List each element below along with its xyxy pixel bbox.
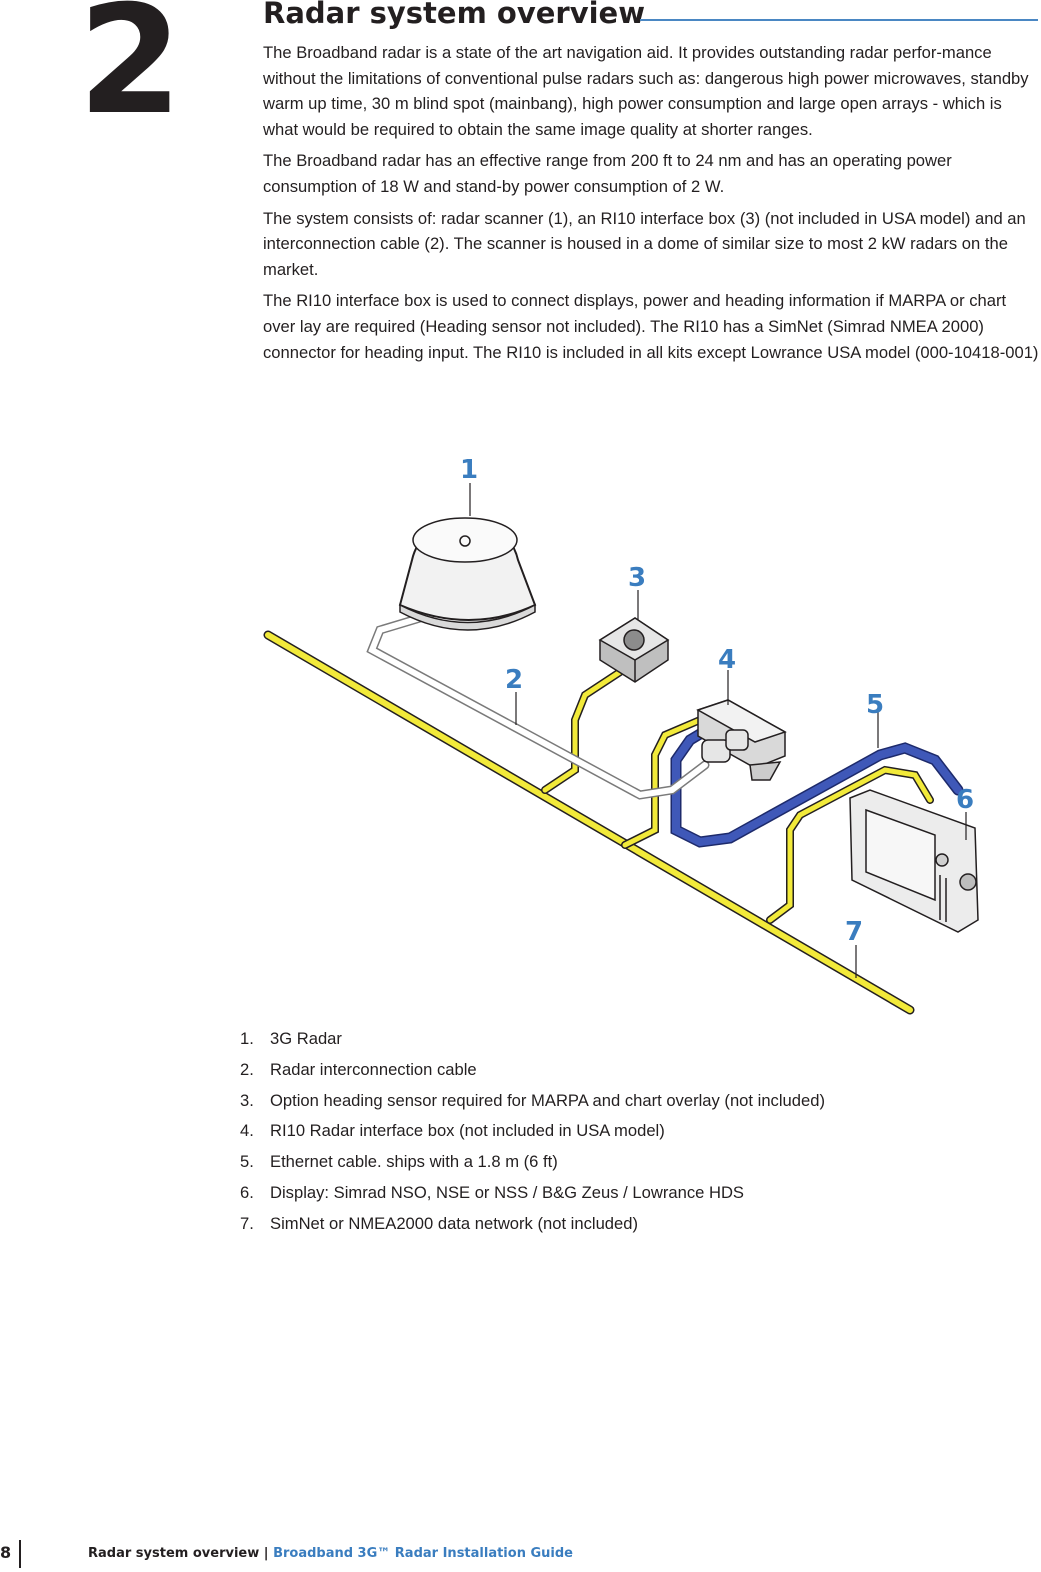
callout-4: 4 <box>718 645 737 675</box>
list-item: 4. RI10 Radar interface box (not included in USA model) <box>240 1121 665 1141</box>
footer-separator: | <box>263 1546 269 1561</box>
data-network-cable <box>268 635 930 1010</box>
body-text <box>263 40 1039 371</box>
callout-2: 2 <box>505 665 524 695</box>
chapter-number: 2 <box>78 0 179 148</box>
callout-1: 1 <box>460 455 479 485</box>
heading-sensor <box>600 618 668 682</box>
paragraph: The RI10 interface box is used to connect displays, power and heading information if MARPA or chart over lay are required (Heading sensor not included). The RI10 has a SimNet (Simrad NMEA 2000) connector for heading input. The RI10 is included in all kits except Lowrance USA model (000-10418-001) <box>263 291 1039 362</box>
callout-7: 7 <box>845 917 864 947</box>
paragraph: The system consists of: radar scanner (1), an RI10 interface box (3) (not included in USA model) and an interconnection cable (2). The scanner is housed in a dome of similar size to most 2 kW radars on the market. <box>263 208 1026 279</box>
footer-section: Radar system overview <box>88 1546 260 1561</box>
radar-dome <box>400 518 535 630</box>
callout-5: 5 <box>866 690 885 720</box>
list-item: 2. Radar interconnection cable <box>240 1059 477 1079</box>
interface-box <box>698 700 785 780</box>
paragraph: The Broadband radar is a state of the art navigation aid. It provides outstanding radar perfor-mance without the limitations of conventional pulse radars such as: dangerous high power microwaves, standby warm up time, 30 m blind spot (mainbang), high power consumption and large open arrays - which is what would be required to obtain the same image quality at shorter ranges. <box>263 43 1029 139</box>
page-title: Radar system overview <box>263 0 645 30</box>
list-item: 7. SimNet or NMEA2000 data network (not included) <box>240 1213 639 1233</box>
component-legend <box>240 1024 1020 1240</box>
callout-6: 6 <box>956 785 975 815</box>
footer-divider <box>19 1540 21 1568</box>
list-item: 5. Ethernet cable. ships with a 1.8 m (6 ft) <box>240 1152 558 1172</box>
page-number: 8 <box>0 1543 12 1562</box>
callout-3: 3 <box>628 563 647 593</box>
running-footer <box>88 1546 573 1561</box>
title-rule <box>640 19 1038 21</box>
footer-guide-title: Broadband 3G™ Radar Installation Guide <box>273 1546 573 1561</box>
system-diagram <box>0 440 1041 1030</box>
list-item: 3. Option heading sensor required for MARPA and chart overlay (not included) <box>240 1090 825 1110</box>
list-item: 1. 3G Radar <box>240 1029 342 1048</box>
list-item: 6. Display: Simrad NSO, NSE or NSS / B&G Zeus / Lowrance HDS <box>240 1182 744 1202</box>
paragraph: The Broadband radar has an effective range from 200 ft to 24 nm and has an operating power consumption of 18 W and stand-by power consumption of 2 W. <box>263 151 952 196</box>
